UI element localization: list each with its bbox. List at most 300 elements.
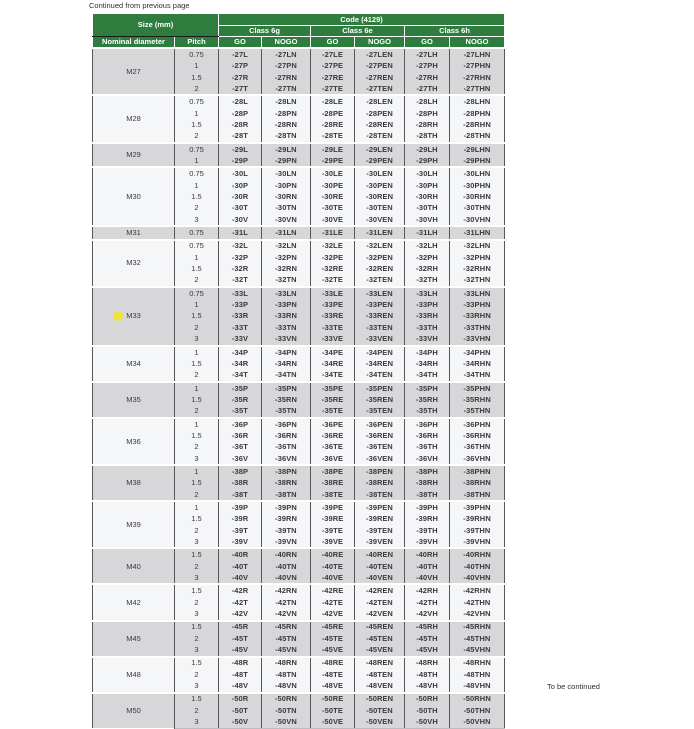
gauge-code-cell: -39REN [355,513,405,524]
table-row [93,382,505,394]
gauge-code-cell: -38PE [311,465,355,477]
gauge-code-cell: -28RH [405,119,450,130]
gauge-code-cell: -34PH [405,346,450,358]
pitch-cell: 1.5 [175,311,219,322]
pitch-cell: 2 [175,489,219,501]
gauge-code-cell: -29PE [311,155,355,167]
gauge-code-cell: -48T [219,669,262,680]
gauge-code-cell: -27TH [405,83,450,95]
gauge-code-cell: -50VN [262,716,311,728]
gauge-code-cell: -36RHN [450,430,505,441]
gauge-code-cell: -42TEN [355,597,405,608]
gauge-code-cell: -30VE [311,214,355,226]
gauge-code-cell: -45VHN [450,644,505,656]
gauge-code-cell: -33LE [311,287,355,299]
nominal-diameter-cell [93,382,175,418]
gauge-code-cell: -33REN [355,311,405,322]
gauge-code-cell: -36TE [311,441,355,452]
gauge-code-cell: -27PE [311,60,355,71]
pitch-cell: 0.75 [175,167,219,179]
gauge-code-cell: -34RH [405,358,450,369]
gauge-code-cell: -38TH [405,489,450,501]
gauge-code-cell: -33TN [262,322,311,333]
pitch-cell: 1 [175,501,219,513]
nominal-diameter-label: M42 [126,597,141,607]
gauge-code-cell: -38THN [450,489,505,501]
pitch-cell: 3 [175,716,219,728]
gauge-code-cell: -33VEN [355,333,405,345]
gauge-code-cell: -36VN [262,453,311,465]
class-6e-header: Class 6e [311,26,405,37]
gauge-code-cell: -28LEN [355,95,405,107]
gauge-code-cell: -35T [219,405,262,417]
gauge-code-cell: -30RHN [450,191,505,202]
pitch-cell: 3 [175,608,219,620]
gauge-code-cell: -30T [219,202,262,213]
gauge-code-cell: -27PN [262,60,311,71]
pitch-cell: 1.5 [175,430,219,441]
gauge-code-cell: -42REN [355,584,405,596]
gauge-code-cell: -38PHN [450,465,505,477]
gauge-code-cell: -32TE [311,275,355,287]
gauge-code-cell: -29PH [405,155,450,167]
gauge-code-cell: -50VHN [450,716,505,728]
pitch-cell: 1.5 [175,621,219,633]
gauge-code-cell: -48THN [450,669,505,680]
gauge-code-cell: -29P [219,155,262,167]
gauge-code-cell: -30THN [450,202,505,213]
gauge-code-cell: -50RN [262,693,311,705]
nominal-diameter-label: M45 [126,633,141,643]
gauge-code-cell: -30PHN [450,180,505,191]
go-6g-header: GO [219,37,262,49]
gauge-code-cell: -45TEN [355,633,405,644]
pitch-cell: 2 [175,83,219,95]
gauge-code-cell: -32PH [405,252,450,263]
gauge-code-cell: -38T [219,489,262,501]
gauge-code-cell: -28PHN [450,108,505,119]
pitch-cell: 3 [175,680,219,692]
gauge-code-cell: -27LHN [450,48,505,60]
gauge-code-cell: -48VN [262,680,311,692]
gauge-code-cell: -38RN [262,477,311,488]
gauge-code-cell: -27THN [450,83,505,95]
gauge-code-cell: -42TH [405,597,450,608]
pitch-cell: 2 [175,633,219,644]
gauge-code-cell: -48RN [262,657,311,669]
gauge-code-cell: -38RHN [450,477,505,488]
table-row [93,95,505,107]
gauge-code-cell: -30TH [405,202,450,213]
gauge-code-cell: -28LHN [450,95,505,107]
pitch-cell: 2 [175,669,219,680]
gauge-code-cell: -30RE [311,191,355,202]
gauge-code-cell: -30TE [311,202,355,213]
gauge-code-cell: -30VHN [450,214,505,226]
gauge-code-cell: -50T [219,705,262,716]
gauge-code-cell: -29LE [311,143,355,155]
gauge-code-cell: -28R [219,119,262,130]
gauge-code-cell: -27LEN [355,48,405,60]
gauge-code-cell: -39R [219,513,262,524]
gauge-code-cell: -40RHN [450,548,505,560]
gauge-code-cell: -33PN [262,299,311,310]
gauge-code-cell: -36T [219,441,262,452]
gauge-code-cell: -34TE [311,369,355,381]
gauge-code-cell: -39RN [262,513,311,524]
gauge-code-cell: -34T [219,369,262,381]
nominal-diameter-cell [93,287,175,346]
gauge-code-cell: -50V [219,716,262,728]
gauge-code-cell: -28PEN [355,108,405,119]
nominal-diameter-label: M33 [126,311,141,321]
pitch-cell: 2 [175,597,219,608]
gauge-code-cell: -33RH [405,311,450,322]
gauge-code-cell: -36TH [405,441,450,452]
nominal-diameter-cell [93,548,175,584]
gauge-code-cell: -40VN [262,572,311,584]
pitch-cell: 1 [175,252,219,263]
gauge-code-cell: -35PH [405,382,450,394]
gauge-code-cell: -39RHN [450,513,505,524]
pitch-cell: 1.5 [175,477,219,488]
gauge-code-cell: -36VHN [450,453,505,465]
gauge-code-cell: -35PN [262,382,311,394]
gauge-code-cell: -30PE [311,180,355,191]
gauge-code-cell: -32TN [262,275,311,287]
nogo-6g-header: NOGO [262,37,311,49]
gauge-code-cell: -28PH [405,108,450,119]
nominal-diameter-cell [93,95,175,142]
gauge-code-cell: -33THN [450,322,505,333]
gauge-code-cell: -36VE [311,453,355,465]
gauge-code-cell: -42RE [311,584,355,596]
class-6h-header: Class 6h [405,26,505,37]
gauge-code-cell: -33LHN [450,287,505,299]
table-row [93,418,505,430]
pitch-cell: 1.5 [175,513,219,524]
pitch-cell: 2 [175,202,219,213]
gauge-code-cell: -39TH [405,525,450,536]
gauge-code-cell: -33PH [405,299,450,310]
pitch-cell: 2 [175,405,219,417]
gauge-code-cell: -38PEN [355,465,405,477]
gauge-code-cell: -33VN [262,333,311,345]
pitch-cell: 1.5 [175,584,219,596]
table-row [93,226,505,239]
gauge-code-cell: -30TEN [355,202,405,213]
gauge-code-cell: -36RH [405,430,450,441]
gauge-code-cell: -40VE [311,572,355,584]
gauge-code-cell: -38RE [311,477,355,488]
gauge-code-cell: -40TN [262,561,311,572]
gauge-code-cell: -48TH [405,669,450,680]
gauge-code-cell: -33TH [405,322,450,333]
gauge-code-cell: -29PN [262,155,311,167]
gauge-code-cell: -33LN [262,287,311,299]
gauge-code-cell: -32LN [262,240,311,252]
gauge-code-cell: -39RE [311,513,355,524]
gauge-code-cell: -36REN [355,430,405,441]
gauge-code-cell: -31LE [311,226,355,239]
gauge-code-cell: -36PN [262,418,311,430]
pitch-cell: 2 [175,561,219,572]
gauge-code-cell: -28RE [311,119,355,130]
gauge-code-cell: -33L [219,287,262,299]
gauge-code-cell: -30VEN [355,214,405,226]
gauge-code-cell: -28LE [311,95,355,107]
gauge-code-cell: -30VH [405,214,450,226]
gauge-code-cell: -45VH [405,644,450,656]
gauge-code-cell: -39VN [262,536,311,548]
gauge-code-cell: -27R [219,72,262,83]
gauge-code-cell: -35RHN [450,394,505,405]
gauge-code-cell: -30TN [262,202,311,213]
gauge-code-cell: -35TN [262,405,311,417]
nominal-diameter-cell [93,226,175,239]
gauge-code-cell: -34PHN [450,346,505,358]
gauge-code-cell: -28RHN [450,119,505,130]
gauge-code-cell: -32LEN [355,240,405,252]
gauge-code-cell: -39PE [311,501,355,513]
gauge-code-cell: -40VH [405,572,450,584]
gauge-code-cell: -34PEN [355,346,405,358]
gauge-code-cell: -33VHN [450,333,505,345]
gauge-code-cell: -35TEN [355,405,405,417]
gauge-code-cell: -40RH [405,548,450,560]
gauge-code-cell: -36VH [405,453,450,465]
pitch-cell: 1 [175,418,219,430]
gauge-code-cell: -29LHN [450,143,505,155]
gauge-code-cell: -45VN [262,644,311,656]
nominal-diameter-label: M29 [126,150,141,160]
nominal-diameter-header: Nominal diameter [93,37,175,49]
gauge-code-cell: -28PN [262,108,311,119]
gauge-code-cell: -36RE [311,430,355,441]
gauge-code-cell: -42V [219,608,262,620]
gauge-code-cell: -31LN [262,226,311,239]
gauge-code-cell: -33PHN [450,299,505,310]
gauge-code-cell: -30VN [262,214,311,226]
gauge-code-cell: -28TEN [355,130,405,142]
gauge-code-cell: -34RHN [450,358,505,369]
gauge-code-cell: -28REN [355,119,405,130]
gauge-code-cell: -39RH [405,513,450,524]
gauge-code-cell: -45VE [311,644,355,656]
gauge-code-cell: -34TN [262,369,311,381]
table-row [93,693,505,705]
gauge-code-cell: -27P [219,60,262,71]
gauge-code-cell: -27PEN [355,60,405,71]
gauge-code-cell: -45T [219,633,262,644]
gauge-code-cell: -27PH [405,60,450,71]
gauge-code-cell: -38PH [405,465,450,477]
gauge-code-cell: -50TEN [355,705,405,716]
gauge-code-cell: -32RHN [450,263,505,274]
gauge-code-cell: -32PN [262,252,311,263]
gauge-code-cell: -28THN [450,130,505,142]
pitch-header: Pitch [175,37,219,49]
gauge-code-cell: -45RE [311,621,355,633]
gauge-code-cell: -32LH [405,240,450,252]
gauge-code-cell: -39T [219,525,262,536]
nominal-diameter-cell [93,346,175,382]
gauge-code-cell: -39PH [405,501,450,513]
nominal-diameter-cell [93,621,175,657]
gauge-code-cell: -39V [219,536,262,548]
gauge-code-cell: -42THN [450,597,505,608]
pitch-cell: 3 [175,333,219,345]
pitch-cell: 3 [175,536,219,548]
gauge-code-cell: -40VEN [355,572,405,584]
gauge-code-cell: -42RN [262,584,311,596]
gauge-code-cell: -34RE [311,358,355,369]
gauge-code-cell: -34TEN [355,369,405,381]
continued-from-note: Continued from previous page [89,1,190,10]
gauge-code-cell: -28L [219,95,262,107]
nominal-diameter-label: M50 [126,706,141,716]
size-mm-header: Size (mm) [93,14,219,37]
gauge-code-cell: -30LEN [355,167,405,179]
gauge-code-cell: -42VN [262,608,311,620]
gauge-code-cell: -33T [219,322,262,333]
gauge-code-cell: -40VHN [450,572,505,584]
gauge-code-cell: -45RH [405,621,450,633]
gauge-code-cell: -31LH [405,226,450,239]
gauge-code-cell: -36PH [405,418,450,430]
gauge-code-cell: -40TEN [355,561,405,572]
table-body [93,48,505,728]
gauge-code-cell: -33RE [311,311,355,322]
pitch-cell: 3 [175,214,219,226]
pitch-cell: 3 [175,572,219,584]
gauge-code-cell: -42VE [311,608,355,620]
gauge-code-cell: -31LHN [450,226,505,239]
nominal-diameter-cell [93,418,175,465]
gauge-code-cell: -42R [219,584,262,596]
gauge-code-cell: -34TH [405,369,450,381]
gauge-code-cell: -48R [219,657,262,669]
gauge-code-cell: -30PN [262,180,311,191]
nominal-diameter-cell [93,465,175,501]
gauge-code-cell: -34PE [311,346,355,358]
gauge-code-cell: -39VE [311,536,355,548]
gauge-code-cell: -42T [219,597,262,608]
pitch-cell: 1.5 [175,119,219,130]
gauge-code-cell: -50VH [405,716,450,728]
gauge-code-cell: -38TE [311,489,355,501]
gauge-code-cell: -45THN [450,633,505,644]
gauge-code-cell: -30LE [311,167,355,179]
highlight-marker-icon [113,311,123,321]
gauge-code-cell: -33VH [405,333,450,345]
gauge-code-cell: -27RHN [450,72,505,83]
nominal-diameter-cell [93,240,175,287]
gauge-code-cell: -36TN [262,441,311,452]
gauge-code-cell: -32REN [355,263,405,274]
pitch-cell: 2 [175,369,219,381]
gauge-code-cell: -27RH [405,72,450,83]
gauge-code-cell: -30PH [405,180,450,191]
gauge-code-cell: -27LH [405,48,450,60]
gauge-code-cell: -35TE [311,405,355,417]
gauge-code-cell: -39TEN [355,525,405,536]
gauge-code-cell: -34P [219,346,262,358]
gauge-code-cell: -28P [219,108,262,119]
gauge-code-cell: -27REN [355,72,405,83]
pitch-cell: 0.75 [175,143,219,155]
gauge-code-cell: -40RN [262,548,311,560]
gauge-code-cell: -34RN [262,358,311,369]
table-row [93,465,505,477]
nominal-diameter-label: M39 [126,520,141,529]
table-row [93,621,505,633]
gauge-code-cell: -32LE [311,240,355,252]
gauge-code-cell: -27TN [262,83,311,95]
gauge-code-cell: -40R [219,548,262,560]
gauge-code-cell: -50VEN [355,716,405,728]
gauge-code-cell: -28TE [311,130,355,142]
code-header: Code (4129) [219,14,505,26]
gauge-code-cell: -33P [219,299,262,310]
gauge-code-cell: -28TN [262,130,311,142]
gauge-code-cell: -32THN [450,275,505,287]
gauge-code-cell: -48VHN [450,680,505,692]
gauge-code-cell: -50TE [311,705,355,716]
gauge-code-cell: -30R [219,191,262,202]
gauge-code-cell: -38PN [262,465,311,477]
pitch-cell: 1.5 [175,657,219,669]
gauge-code-cell: -36RN [262,430,311,441]
nominal-diameter-cell [93,167,175,226]
gauge-code-cell: -33LEN [355,287,405,299]
gauge-code-cell: -39TN [262,525,311,536]
gauge-code-cell: -39PEN [355,501,405,513]
gauge-code-cell: -50REN [355,693,405,705]
gauge-code-cell: -27LE [311,48,355,60]
gauge-code-cell: -39VEN [355,536,405,548]
pitch-cell: 2 [175,705,219,716]
nominal-diameter-label: M27 [126,66,141,76]
gauge-code-cell: -40V [219,572,262,584]
gauge-code-cell: -48VH [405,680,450,692]
gauge-code-cell: -32PE [311,252,355,263]
gauge-code-cell: -40T [219,561,262,572]
gauge-code-cell: -45TH [405,633,450,644]
gauge-code-cell: -48RH [405,657,450,669]
gauge-code-cell: -35REN [355,394,405,405]
gauge-code-cell: -27L [219,48,262,60]
gauge-code-cell: -45TE [311,633,355,644]
gauge-code-cell: -42RH [405,584,450,596]
gauge-code-cell: -29PEN [355,155,405,167]
gauge-code-cell: -42TN [262,597,311,608]
gauge-code-cell: -42VEN [355,608,405,620]
gauge-code-cell: -48TEN [355,669,405,680]
gauge-code-cell: -30PEN [355,180,405,191]
pitch-cell: 3 [175,644,219,656]
pitch-cell: 0.75 [175,226,219,239]
table-row [93,346,505,358]
pitch-cell: 1 [175,465,219,477]
gauge-code-cell: -27LN [262,48,311,60]
gauge-code-cell: -30V [219,214,262,226]
to-be-continued-note: To be continued [547,682,600,691]
pitch-cell: 1.5 [175,548,219,560]
gauge-code-cell: -40RE [311,548,355,560]
gauge-code-cell: -39TE [311,525,355,536]
nominal-diameter-label: M30 [126,192,141,202]
